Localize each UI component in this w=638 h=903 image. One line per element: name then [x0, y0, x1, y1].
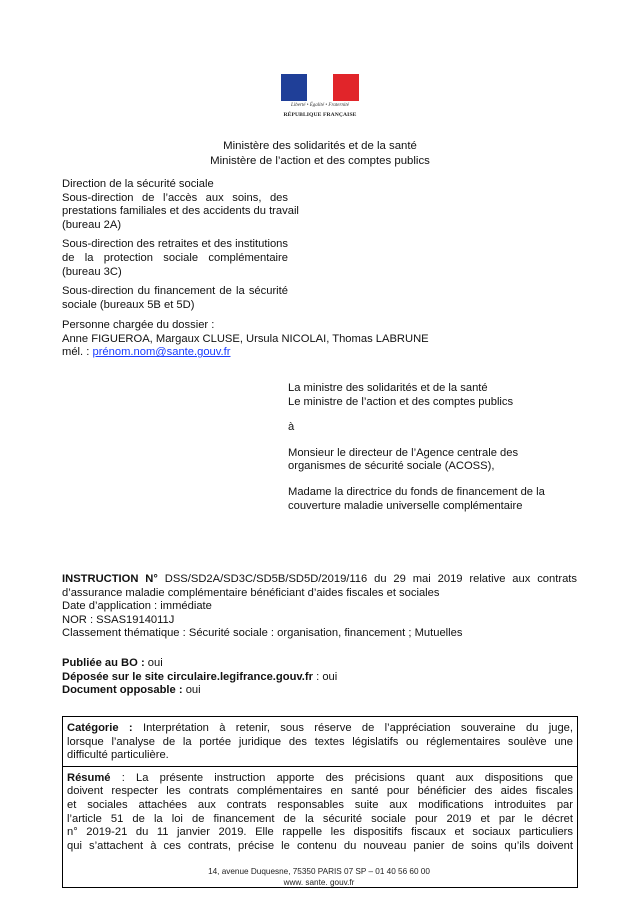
ministries-header — [150, 139, 490, 169]
opposable-label: Document opposable : — [62, 684, 183, 697]
contact-label: Personne chargée du dossier : — [62, 319, 215, 331]
legifrance-value: : oui — [313, 670, 338, 683]
recipient-line: organismes de sécurité sociale (ACOSS), — [288, 460, 495, 473]
categorie-cell — [63, 717, 577, 766]
ministry-health: Ministère des solidarités et de la santé — [223, 140, 417, 152]
bo-label: Publiée au BO : — [62, 657, 145, 669]
legifrance-label: Déposée sur le site circulaire.legifrance.gouv.fr — [62, 670, 313, 683]
email-label: mél. : — [62, 346, 93, 359]
resume-text: : La présente instruction apporte des précisions quant aux dispositions que — [110, 771, 573, 784]
sub-direction-3c-line: de la protection sociale complémentaire — [62, 251, 288, 264]
sub-direction-2a — [62, 191, 299, 233]
sub-direction-2a-line: (bureau 2A) — [62, 218, 122, 231]
direction-securite-sociale: Direction de la sécurité sociale — [62, 178, 214, 190]
categorie-line: lorsque l’analyse de la portée juridique des textes législatifs ou réglementaires soulève une — [67, 735, 573, 748]
resume-line: et sociales attachées aux contrats responsables suite aux modifications introduites par — [67, 798, 573, 811]
resume-line: qui s’attachent à ces contrats, précise le contenu du nouveau panier de soins qu’ils doivent — [67, 839, 573, 852]
resume-line: doivent respecter les contrats complémentaires en santé pour bénéficier des aides fiscales — [67, 785, 573, 798]
recipient-line: couverture maladie universelle complémentaire — [288, 499, 523, 512]
page-footer — [100, 867, 538, 889]
publication-opposable — [62, 684, 577, 698]
sender-line: Le ministre de l’action et des comptes publics — [288, 395, 514, 408]
resume-label: Résumé — [67, 771, 111, 784]
contact-names: Anne FIGUEROA, Margaux CLUSE, Ursula NICOLAI, Thomas LABRUNE — [62, 332, 429, 345]
publication-bo — [62, 657, 577, 671]
contact-email-line — [62, 346, 442, 360]
logo-motto: Liberté • Égalité • Fraternité — [291, 103, 349, 108]
flag-red-band — [333, 74, 359, 101]
publication-legifrance — [62, 671, 577, 685]
instruction-title-line-2: d’assurance maladie complémentaire bénéficiant d’aides fiscales et sociales — [62, 586, 440, 599]
recipient-line: Monsieur le directeur de l’Agence centrale des — [288, 446, 519, 459]
instruction-nor: NOR : SSAS1914011J — [62, 613, 175, 626]
sub-direction-2a-line: prestations familiales et des accidents du travail — [62, 205, 299, 218]
sub-direction-3c-line: (bureau 3C) — [62, 265, 122, 278]
instruction-block — [62, 573, 577, 641]
resume-line — [67, 772, 573, 786]
directions-block — [62, 178, 299, 318]
recipients-block — [288, 382, 578, 525]
to-word: à — [288, 421, 295, 434]
opposable-value: oui — [182, 684, 201, 697]
publication-block — [62, 657, 577, 698]
instruction-classement: Classement thématique : Sécurité sociale : organisation, financement ; Mutuelles — [62, 627, 463, 640]
sub-direction-5b-5d-line: sociale (bureaux 5B et 5D) — [62, 298, 195, 311]
categorie-line: difficulté particulière. — [67, 749, 169, 762]
instruction-label: INSTRUCTION N° — [62, 573, 158, 585]
instruction-date: Date d’application : immédiate — [62, 600, 212, 613]
email-link[interactable]: prénom.nom@sante.gouv.fr — [92, 346, 231, 359]
senders — [288, 382, 578, 409]
instruction-title-line — [62, 573, 577, 587]
recipient-acoss — [288, 447, 578, 474]
resume-line: n° 2019-21 du 11 janvier 2019. Elle rappelle les dispositifs fiscaux et sociaux particuliers — [67, 826, 573, 839]
sender-line: La ministre des solidarités et de la santé — [288, 382, 488, 394]
summary-table — [62, 716, 578, 888]
sub-direction-3c — [62, 238, 288, 279]
sub-direction-5b-5d-line: Sous-direction du financement de la sécurité — [62, 285, 288, 298]
footer-address: 14, avenue Duquesne, 75350 PARIS 07 SP – 01 40 56 60 00 — [208, 867, 430, 876]
resume-line: l’article 51 de la loi de financement de la sécurité sociale pour 2019 et par le décret — [67, 812, 573, 825]
recipient-line: Madame la directrice du fonds de financement de la — [288, 485, 545, 498]
bo-value: oui — [144, 657, 163, 669]
flag-blue-band — [281, 74, 307, 101]
categorie-line — [67, 722, 573, 736]
instruction-title: DSS/SD2A/SD3C/SD5B/SD5D/2019/116 du 29 mai 2019 relative aux contrats — [157, 573, 578, 585]
logo-republic: RÉPUBLIQUE FRANÇAISE — [283, 112, 357, 118]
sub-direction-5b-5d — [62, 285, 288, 312]
ministry-public-accounts: Ministère de l’action et des comptes publics — [210, 155, 430, 167]
flag-white-band — [307, 74, 333, 101]
categorie-label: Catégorie : — [67, 722, 133, 734]
republique-francaise-logo — [279, 74, 361, 126]
sub-direction-2a-line: Sous-direction de l’accès aux soins, des — [62, 191, 288, 204]
categorie-text: Interprétation à retenir, sous réserve de l’appréciation souveraine du juge, — [132, 722, 573, 734]
recipient-cmu — [288, 486, 578, 513]
contact-block — [62, 319, 442, 360]
footer-website: www. sante. gouv.fr — [283, 877, 355, 887]
sub-direction-3c-line: Sous-direction des retraites et des institutions — [62, 238, 288, 251]
